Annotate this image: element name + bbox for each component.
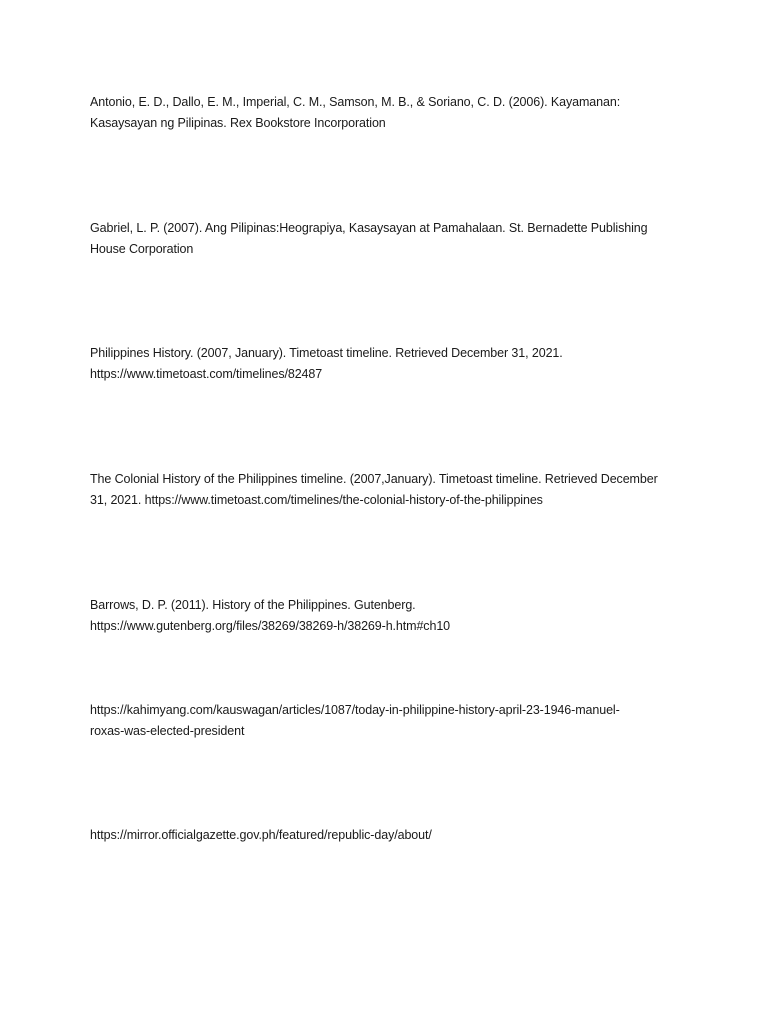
reference-entry bbox=[90, 92, 690, 134]
reference-url: https://kahimyang.com/kauswagan/articles/1087/today-in-philippine-history-april-23-1946-manuel- bbox=[90, 703, 620, 717]
reference-line: Barrows, D. P. (2011). History of the Philippines. Gutenberg. bbox=[90, 598, 416, 612]
reference-entry bbox=[90, 825, 690, 846]
reference-line: Gabriel, L. P. (2007). Ang Pilipinas:Heograpiya, Kasaysayan at Pamahalaan. St. Bernadette Publishing bbox=[90, 221, 648, 235]
reference-line: The Colonial History of the Philippines timeline. (2007,January). Timetoast timeline. Retrieved December bbox=[90, 472, 658, 486]
reference-entry bbox=[90, 343, 690, 385]
reference-line: House Corporation bbox=[90, 242, 194, 256]
reference-url: https://www.timetoast.com/timelines/82487 bbox=[90, 367, 323, 381]
reference-entry bbox=[90, 595, 690, 637]
reference-line: Philippines History. (2007, January). Timetoast timeline. Retrieved December 31, 2021. bbox=[90, 346, 563, 360]
reference-url: https://www.gutenberg.org/files/38269/38269-h/38269-h.htm#ch10 bbox=[90, 619, 451, 633]
reference-line: Kasaysayan ng Pilipinas. Rex Bookstore Incorporation bbox=[90, 116, 386, 130]
reference-url: https://mirror.officialgazette.gov.ph/featured/republic-day/about/ bbox=[90, 828, 432, 842]
reference-entry bbox=[90, 700, 690, 742]
reference-url: roxas-was-elected-president bbox=[90, 724, 245, 738]
reference-line: Antonio, E. D., Dallo, E. M., Imperial, C. M., Samson, M. B., & Soriano, C. D. (2006). Kayamanan: bbox=[90, 95, 621, 109]
reference-entry bbox=[90, 218, 690, 260]
reference-entry bbox=[90, 469, 690, 511]
reference-line: 31, 2021. https://www.timetoast.com/timelines/the-colonial-history-of-the-philippines bbox=[90, 493, 543, 507]
